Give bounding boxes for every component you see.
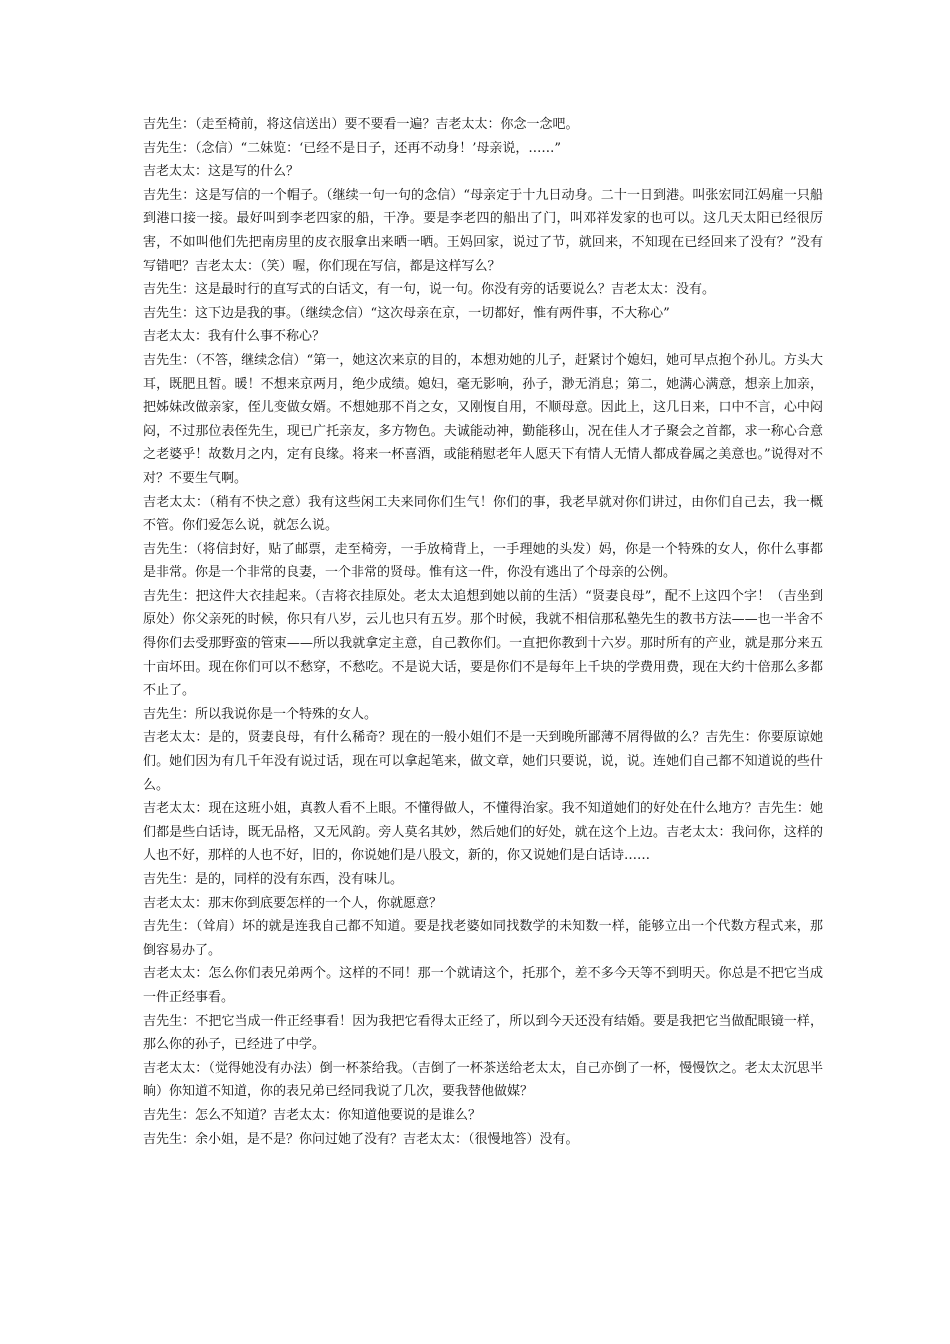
dialogue-line: 吉老太太：是的，贤妻良母，有什么稀奇？现在的一般小姐们不是一天到晚所鄙薄不屑得做的么？吉先生：你要原谅她们。她们因为有几千年没有说过话，现在可以拿起笔来，做文章，她们只要说，说，说。连她们自己都不知道说的些什么。 [143,730,823,793]
dialogue-line: 吉先生：余小姐，是不是？你问过她了没有？吉老太太：（很慢地答）没有。 [143,1131,579,1147]
dialogue-line: 吉先生：（念信）“二妹览：‘已经不是日子，还再不动身！’母亲说，……” [143,140,562,156]
dialogue-line: 吉先生：不把它当成一件正经事看！因为我把它看得太正经了，所以到今天还没有结婚。要是我把它当做配眼镜一样，那么你的孙子，已经进了中学。 [143,1013,823,1053]
document-body [143,113,823,1151]
dialogue-line: 吉先生：这下边是我的事。（继续念信）“这次母亲在京，一切都好，惟有两件事，不大称心” [143,305,670,321]
dialogue-line: 吉先生：所以我说你是一个特殊的女人。 [143,706,378,722]
dialogue-line: 吉老太太：（稍有不快之意）我有这些闲工夫来同你们生气！你们的事，我老早就对你们讲过，由你们自己去，我一概不管。你们爱怎么说，就怎么说。 [143,494,823,534]
dialogue-line: 吉先生：这是写信的一个帽子。（继续一句一句的念信）“母亲定于十九日动身。二十一日到港。叫张宏同江妈雇一只船到港口接一接。最好叫到李老四家的船，干净。要是李老四的船出了门，叫邓祥发家的也可以。这几天太阳已经很厉害，不如叫他们先把南房里的皮衣服拿出来晒一晒。王妈回家，说过了节，就回来，不知现在已经回来了没有？”没有写错吧？吉老太太：（笑）喔，你们现在写信，都是这样写么？ [143,187,823,274]
dialogue-line: 吉老太太：现在这班小姐，真教人看不上眼。不懂得做人，不懂得治家。我不知道她们的好处在什么地方？吉先生：她们都是些白话诗，既无品格，又无风韵。旁人莫名其妙，然后她们的好处，就在这个上边。吉老太太：我问你，这样的人也不好，那样的人也不好，旧的，你说她们是八股文，新的，你又说她们是白话诗…… [143,801,823,864]
dialogue-line: 吉先生：怎么不知道？吉老太太：你知道他要说的是谁么？ [143,1107,482,1123]
dialogue-line: 吉先生：（将信封好，贴了邮票，走至椅旁，一手放椅背上，一手理她的头发）妈，你是一个特殊的女人，你什么事都是非常。你是一个非常的良妻，一个非常的贤母。惟有这一件，你没有逃出了个母亲的公例。 [143,541,823,581]
dialogue-line: 吉老太太：这是写的什么？ [143,164,300,180]
dialogue-line: 吉先生：（走至椅前，将这信送出）要不要看一遍？吉老太太：你念一念吧。 [143,117,579,132]
dialogue-line: 吉老太太：我有什么事不称心？ [143,329,326,345]
dialogue-line: 吉老太太：那末你到底要怎样的一个人，你就愿意？ [143,895,443,911]
dialogue-line: 吉老太太：怎么你们表兄弟两个。这样的不同！那一个就请这个，托那个，差不多今天等不到明天。你总是不把它当成一件正经事看。 [143,966,823,1005]
dialogue-line: 吉先生：这是最时行的直写式的白话文，有一句，说一句。你没有旁的话要说么？吉老太太：没有。 [143,282,716,298]
dialogue-line: 吉先生：（耸肩）坏的就是连我自己都不知道。要是找老婆如同找数学的未知数一样，能够立出一个代数方程式来，那倒容易办了。 [143,919,823,958]
dialogue-line: 吉老太太：（觉得她没有办法）倒一杯茶给我。（吉倒了一杯茶送给老太太，自己亦倒了一杯，慢慢饮之。老太太沉思半晌）你知道不知道，你的表兄弟已经同我说了几次，要我替他做媒？ [143,1060,823,1100]
dialogue-line: 吉先生：把这件大衣挂起来。（吉将衣挂原处。老太太追想到她以前的生活）“贤妻良母”，配不上这四个字！（吉坐到原处）你父亲死的时候，你只有八岁，云儿也只有五岁。那个时候，我就不相信那私塾先生的教书方法——也一半舍不得你们去受那野蛮的管束——所以我就拿定主意，自己教你们。一直把你教到十六岁。那时所有的产业，就是那分来五十亩坏田。现在你们可以不愁穿，不愁吃。不是说大话，要是你们不是每年上千块的学费用费，现在大约十倍那么多都不止了。 [143,588,823,699]
dialogue-line: 吉先生：是的，同样的没有东西，没有味儿。 [143,872,404,887]
dialogue-line: 吉先生：（不答，继续念信）“第一，她这次来京的目的，本想劝她的儿子，赶紧讨个媳妇，她可早点抱个孙儿。方头大耳，既肥且皙。暖！不想来京两月，绝少成绩。媳妇，毫无影响，孙子，渺无消息；第二，她满心满意，想亲上加亲，把姊妹改做亲家，侄儿变做女婿。不想她那不肖之女，又刚愎自用，不顺母意。因此上，这几日来，口中不言，心中闷闷，不过那位表侄先生，现已广托亲友，多方物色。夫诚能动神，勤能移山，况在佳人才子聚会之首都，求一称心合意之老婆乎！故数月之内，定有良缘。将来一杯喜酒，或能稍慰老年人愿天下有情人无情人都成眷属之美意也。”说得对不对？不要生气啊。 [143,352,823,486]
